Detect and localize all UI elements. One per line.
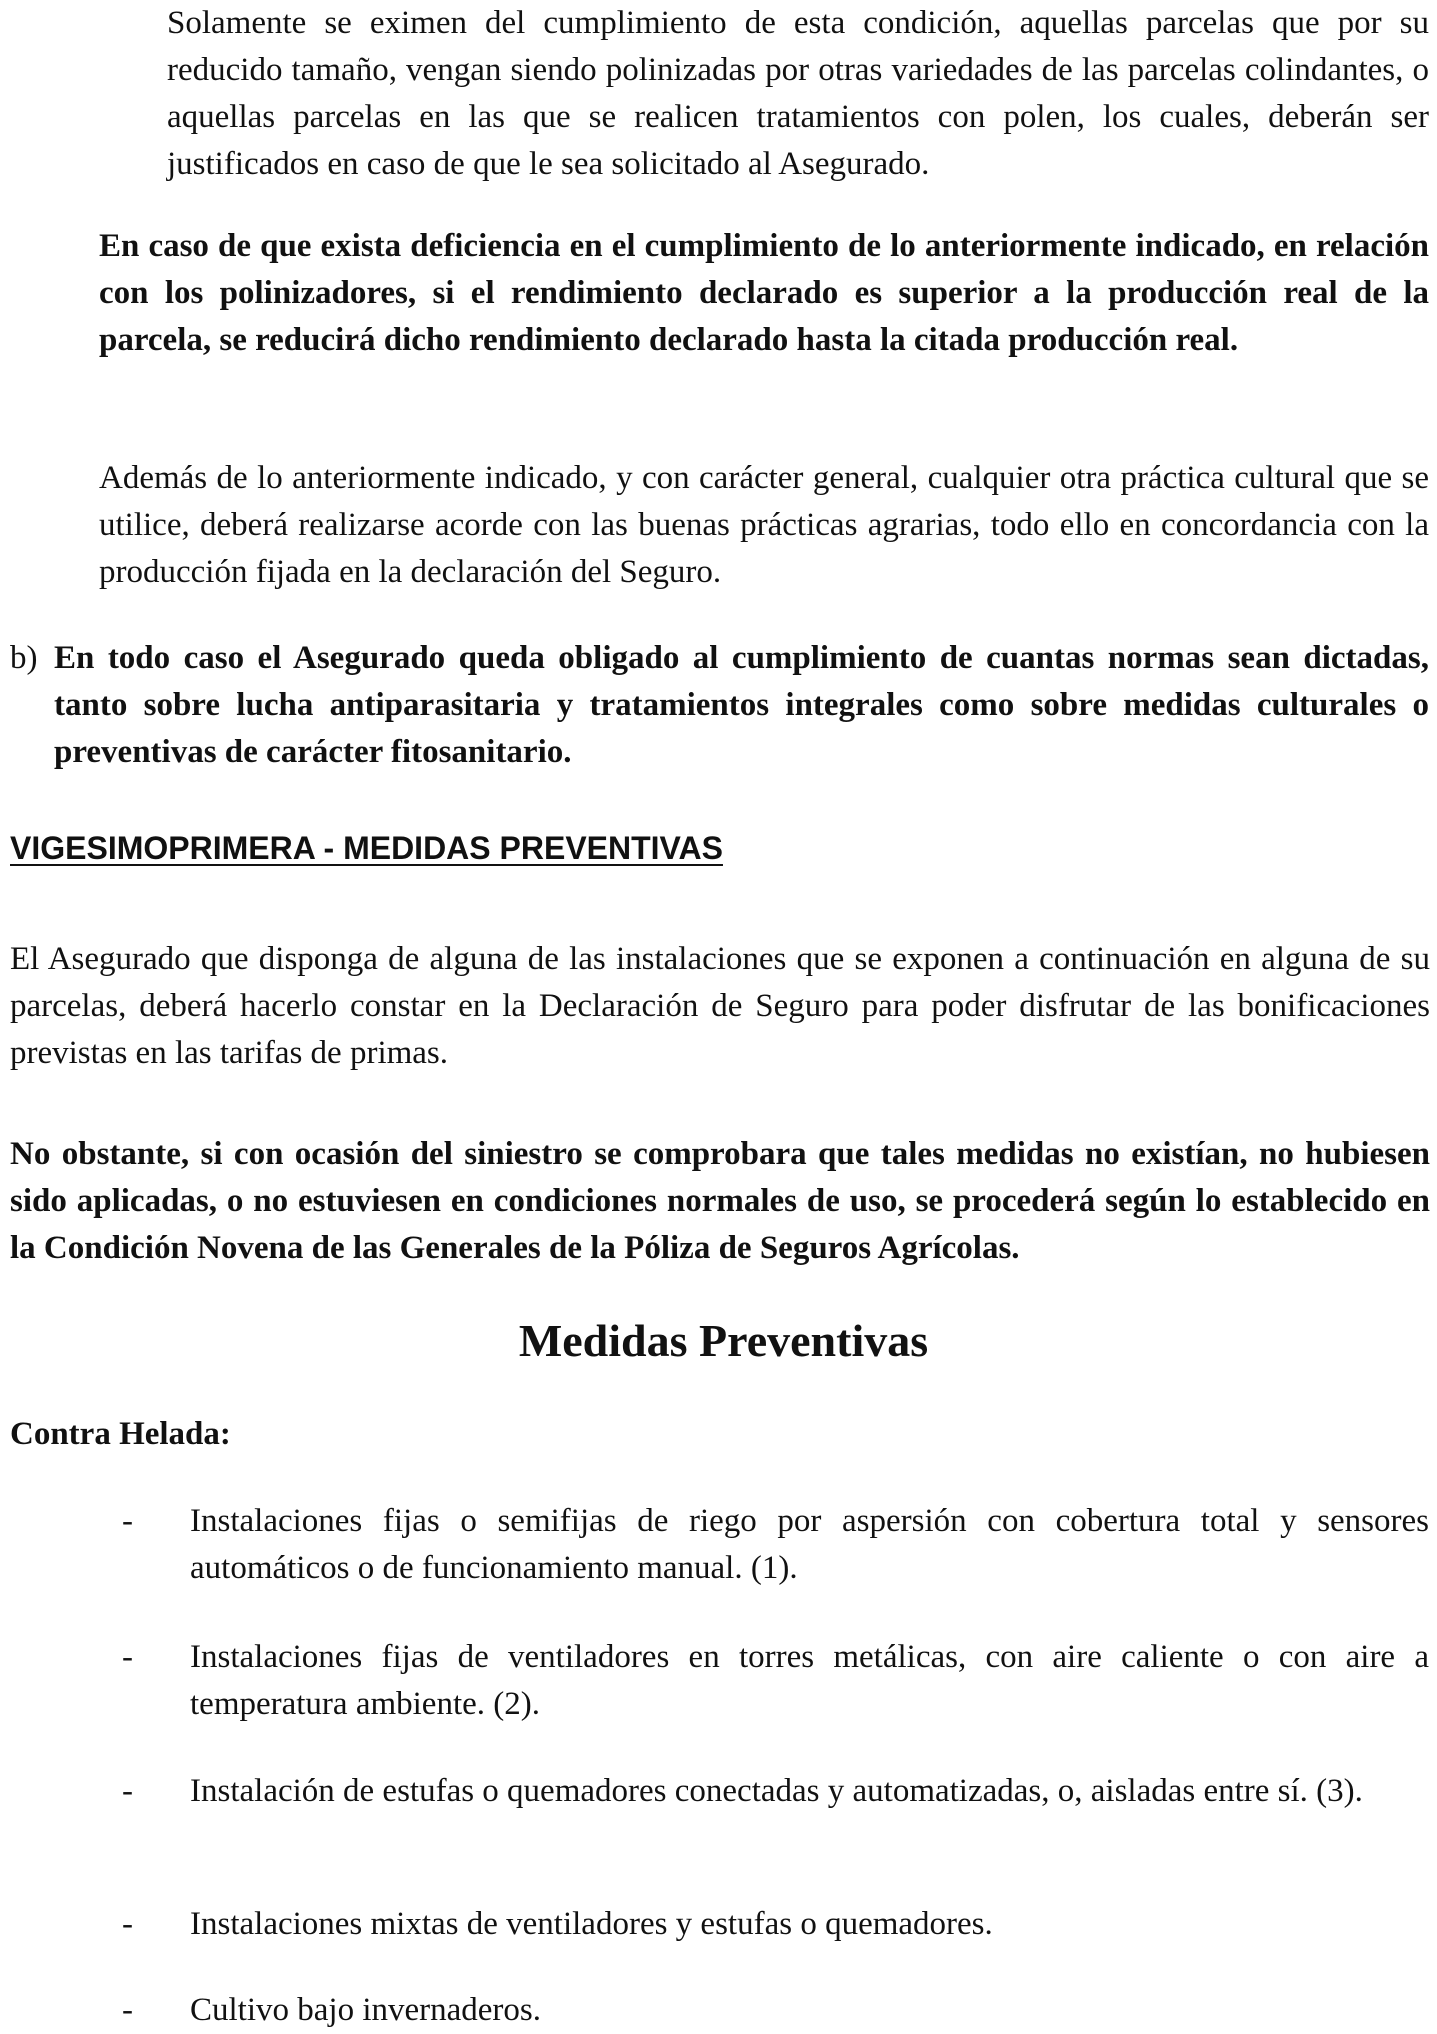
measures-title: Medidas Preventivas bbox=[518, 1315, 929, 1366]
paragraph-intro: El Asegurado que disponga de alguna de las instalaciones que se exponen a continuación en alguna de su parcelas, deberá hacerlo constar en la Declaración de Seguro para poder disfrutar de las bonificaciones previstas en las tarifas de primas. bbox=[10, 941, 1430, 1071]
list-item-text: Cultivo bajo invernaderos. bbox=[190, 1992, 542, 2028]
list-dash: - bbox=[122, 1639, 133, 1675]
list-item-text: Instalaciones fijas o semifijas de riego por aspersión con cobertura total y sensores automáticos o de funcionamiento manual. (1). bbox=[190, 1503, 1429, 1586]
list-dash: - bbox=[122, 1503, 133, 1539]
list-dash: - bbox=[122, 1992, 133, 2028]
list-item-text: Instalación de estufas o quemadores conectadas y automatizadas, o, aisladas entre sí. (3). bbox=[190, 1773, 1363, 1809]
list-dash: - bbox=[122, 1773, 133, 1809]
list-item-text: Instalaciones fijas de ventiladores en torres metálicas, con aire caliente o con aire a temperatura ambiente. (2). bbox=[190, 1639, 1429, 1722]
item-b-label: b) bbox=[10, 640, 38, 676]
list-item-text: Instalaciones mixtas de ventiladores y estufas o quemadores. bbox=[190, 1906, 993, 1942]
paragraph-notice: No obstante, si con ocasión del siniestro se comprobara que tales medidas no existían, no hubiesen sido aplicadas, o no estuviesen en condiciones normales de uso, se procederá según lo establecido en la Condición Novena de las Generales de la Póliza de Seguros Agrícolas. bbox=[10, 1136, 1430, 1266]
list-dash: - bbox=[122, 1906, 133, 1942]
section-heading: VIGESIMOPRIMERA - MEDIDAS PREVENTIVAS bbox=[10, 830, 723, 866]
measures-title-wrapper bbox=[0, 1313, 1437, 1369]
paragraph-exemption: Solamente se eximen del cumplimiento de esta condición, aquellas parcelas que por su reducido tamaño, vengan siendo polinizadas por otras variedades de las parcelas colindantes, o aquellas parcelas en las que se realicen tratamientos con polen, los cuales, deberán ser justificados en caso de que le sea solicitado al Asegurado. bbox=[167, 5, 1429, 182]
paragraph-general-practice: Además de lo anteriormente indicado, y con carácter general, cualquier otra práctica cultural que se utilice, deberá realizarse acorde con las buenas prácticas agrarias, todo ello en concordancia con la producción fijada en la declaración del Seguro. bbox=[99, 460, 1429, 590]
item-b-text: En todo caso el Asegurado queda obligado al cumplimiento de cuantas normas sean dictadas, tanto sobre lucha antiparasitaria y tratamientos integrales como sobre medidas culturales o preventivas de carácter fitosanitario. bbox=[54, 640, 1429, 770]
frost-subheading: Contra Helada: bbox=[10, 1416, 231, 1452]
paragraph-deficiency: En caso de que exista deficiencia en el cumplimiento de lo anteriormente indicado, en relación con los polinizadores, si el rendimiento declarado es superior a la producción real de la parcela, se reducirá dicho rendimiento declarado hasta la citada producción real. bbox=[99, 228, 1429, 358]
